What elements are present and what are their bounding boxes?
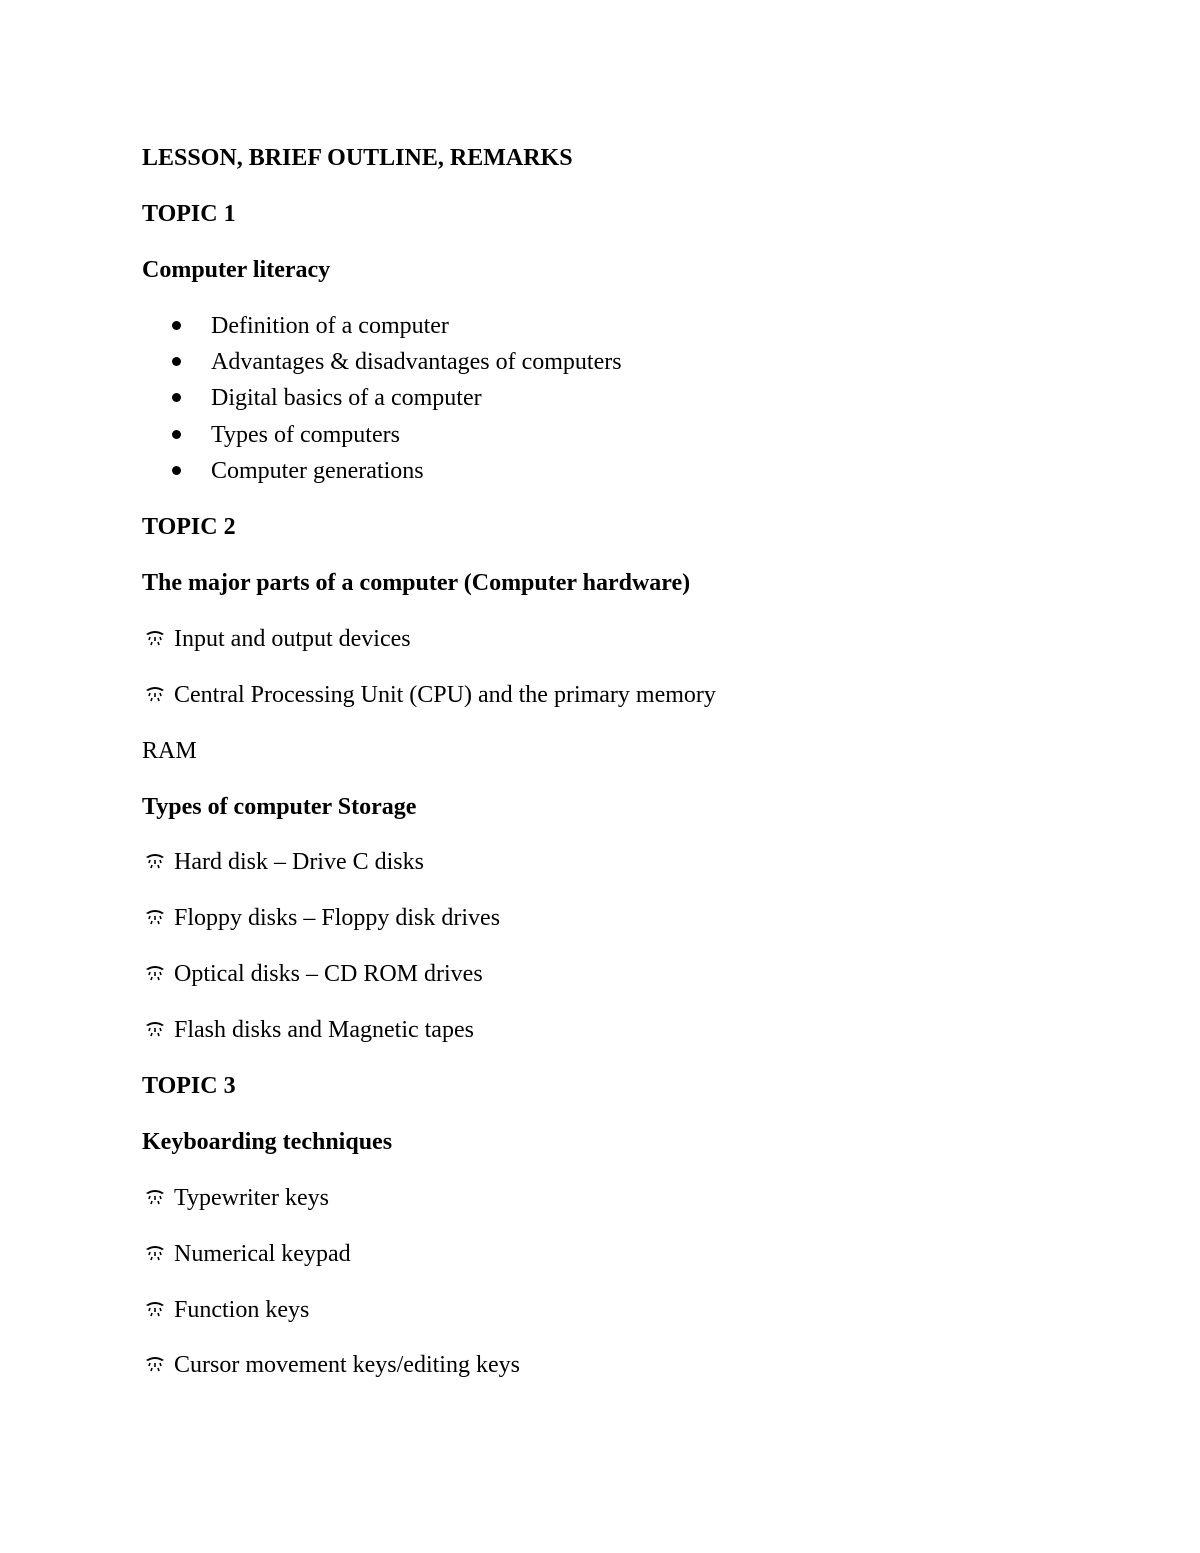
document-header: LESSON, BRIEF OUTLINE, REMARKS (142, 145, 573, 171)
wingding-bullet-icon (144, 629, 166, 647)
list-item (144, 1239, 351, 1269)
wingding-bullet-icon (144, 1244, 166, 1262)
list-item (144, 680, 716, 710)
topic-2-label: TOPIC 2 (142, 514, 236, 540)
list-item (144, 959, 483, 989)
topic-1-label: TOPIC 1 (142, 201, 236, 227)
bullet-dot-icon (172, 466, 181, 475)
list-item (172, 347, 622, 377)
list-item (172, 311, 449, 341)
list-item (144, 1295, 309, 1325)
list-item-text: Central Processing Unit (CPU) and the primary memory (174, 682, 716, 708)
list-item-text: Computer generations (211, 458, 424, 484)
topic-3-label: TOPIC 3 (142, 1073, 236, 1099)
list-item (172, 456, 424, 486)
list-item (172, 420, 400, 450)
list-item-text: Digital basics of a computer (211, 385, 482, 411)
bullet-dot-icon (172, 430, 181, 439)
list-item-text: Types of computers (211, 422, 400, 448)
wingding-bullet-icon (144, 908, 166, 926)
list-item-text: Flash disks and Magnetic tapes (174, 1017, 474, 1043)
list-item (144, 1350, 520, 1380)
list-item-text: Typewriter keys (174, 1185, 329, 1211)
list-item (172, 383, 482, 413)
list-item-text: Optical disks – CD ROM drives (174, 961, 483, 987)
wingding-bullet-icon (144, 685, 166, 703)
list-item (144, 903, 500, 933)
bullet-dot-icon (172, 321, 181, 330)
list-item-text: Floppy disks – Floppy disk drives (174, 905, 501, 931)
wingding-bullet-icon (144, 1188, 166, 1206)
list-item-text: Input and output devices (174, 626, 411, 652)
list-item-text: Advantages & disadvantages of computers (211, 349, 622, 375)
topic-3-title: Keyboarding techniques (142, 1129, 393, 1155)
list-item-text: Cursor movement keys/editing keys (174, 1352, 520, 1378)
list-item-text: Hard disk – Drive C disks (174, 849, 424, 875)
wingding-bullet-icon (144, 964, 166, 982)
storage-title: Types of computer Storage (142, 794, 417, 820)
list-item (144, 1183, 329, 1213)
ram-text: RAM (142, 738, 197, 764)
list-item-text: Definition of a computer (211, 313, 449, 339)
list-item-text: Function keys (174, 1297, 310, 1323)
wingding-bullet-icon (144, 852, 166, 870)
bullet-dot-icon (172, 393, 181, 402)
list-item-text: Numerical keypad (174, 1241, 351, 1267)
list-item (144, 1015, 474, 1045)
wingding-bullet-icon (144, 1020, 166, 1038)
topic-1-title: Computer literacy (142, 257, 331, 283)
wingding-bullet-icon (144, 1300, 166, 1318)
wingding-bullet-icon (144, 1355, 166, 1373)
list-item (144, 847, 424, 877)
list-item (144, 624, 411, 654)
bullet-dot-icon (172, 357, 181, 366)
topic-2-title: The major parts of a computer (Computer hardware) (142, 570, 691, 596)
